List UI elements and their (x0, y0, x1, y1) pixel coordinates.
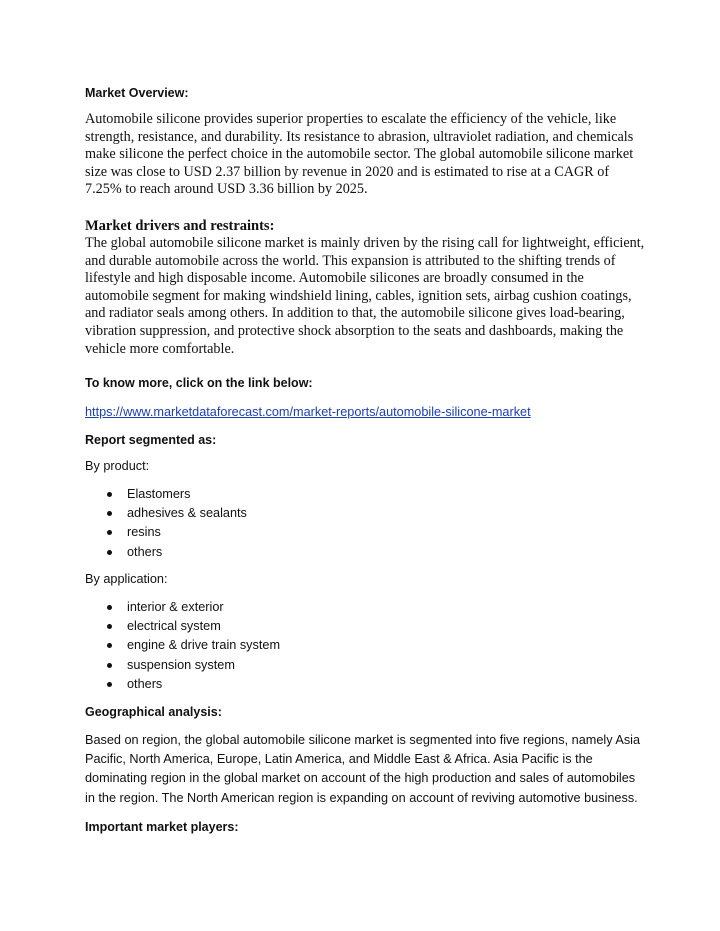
list-item: resins (107, 523, 645, 542)
bullet-icon (107, 530, 112, 535)
list-item: others (107, 675, 645, 694)
list-item: others (107, 543, 645, 562)
application-list (85, 598, 645, 695)
drivers-paragraph: The global automobile silicone market is mainly driven by the rising call for lightweight, efficient, and durable automobile across the world. This expansion is attributed to the shifting trends of lifestyle and high disposable income. Automobile silicones are broadly consumed in the automobile segment for making windshield lining, cables, ignition sets, airbag cushion coatings, and radiator seals among others. In addition to that, the automobile silicone gives load-bearing, vibration suppression, and protective shock absorption to the seats and dashboards, making the vehicle more comfortable. (85, 234, 645, 357)
market-overview-heading: Market Overview: (85, 86, 189, 100)
players-heading: Important market players: (85, 820, 239, 835)
bullet-icon (107, 682, 112, 687)
market-overview-paragraph: Automobile silicone provides superior properties to escalate the efficiency of the vehicle, like strength, resistance, and durability. Its resistance to abrasion, ultraviolet radiation, and chemicals make silicone the perfect choice in the automobile sector. The global automobile silicone market size was close to USD 2.37 billion by revenue in 2020 and is estimated to rise at a CAGR of 7.25% to reach around USD 3.36 billion by 2025. (85, 111, 634, 198)
bullet-icon (107, 605, 112, 610)
drivers-heading: Market drivers and restraints: (85, 217, 275, 234)
segmented-heading: Report segmented as: (85, 433, 217, 448)
list-item: engine & drive train system (107, 636, 645, 655)
document-page (85, 84, 645, 836)
list-item: adhesives & sealants (107, 504, 645, 523)
by-application-label: By application: (85, 572, 168, 587)
report-link[interactable]: https://www.marketdataforecast.com/market-reports/automobile-silicone-market (85, 405, 531, 420)
bullet-icon (107, 511, 112, 516)
list-item: electrical system (107, 617, 645, 636)
bullet-icon (107, 550, 112, 555)
list-item: suspension system (107, 656, 645, 675)
bullet-icon (107, 624, 112, 629)
list-item: Elastomers (107, 485, 645, 504)
know-more-heading: To know more, click on the link below: (85, 376, 313, 391)
bullet-icon (107, 492, 112, 497)
product-list (85, 485, 645, 563)
bullet-icon (107, 663, 112, 668)
list-item: interior & exterior (107, 598, 645, 617)
by-product-label: By product: (85, 459, 150, 474)
bullet-icon (107, 643, 112, 648)
geo-paragraph: Based on region, the global automobile silicone market is segmented into five regions, namely Asia Pacific, North America, Europe, Latin America, and Middle East & Africa. Asia Pacific is the dominating region in the global market on account of the high production and sales of automobiles in the region. The North American region is expanding on account of reviving automotive business. (85, 732, 641, 805)
geo-heading: Geographical analysis: (85, 704, 222, 719)
